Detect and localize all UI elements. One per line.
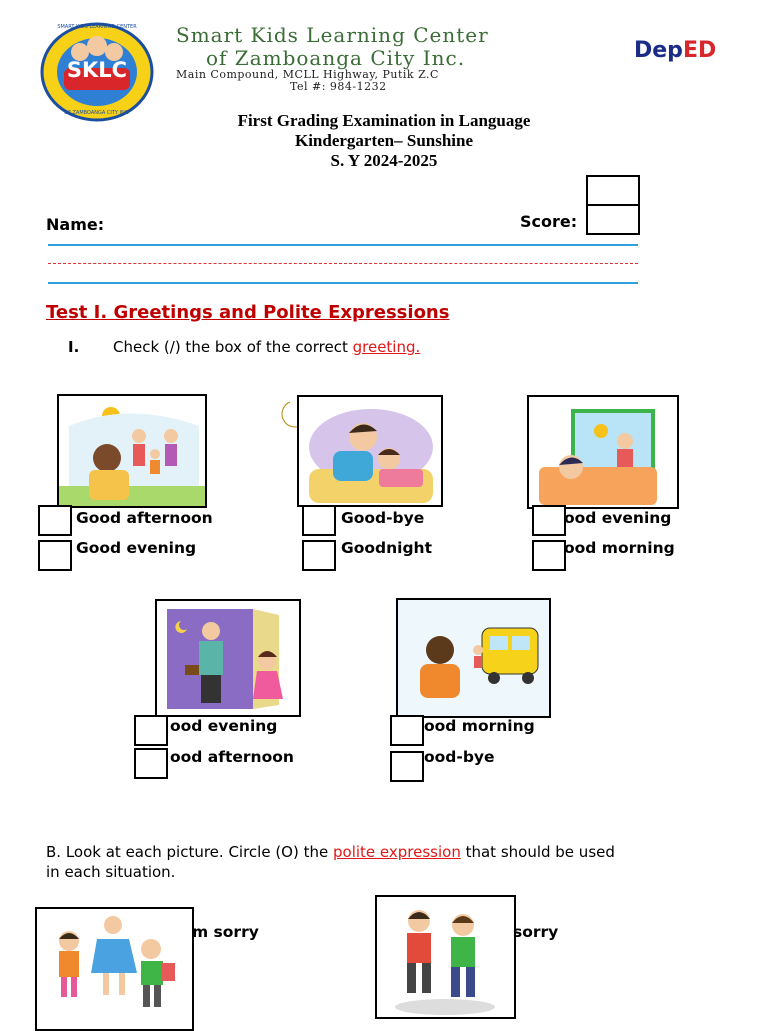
partB-instruction-line2: in each situation. [46, 863, 176, 881]
partB-instruction-keyword: polite expression [333, 843, 461, 861]
score-label: Score: [520, 212, 578, 231]
picture-child-bus [396, 598, 551, 718]
item2-option2: Goodnight [341, 539, 433, 557]
school-name-line1: Smart Kids Learning Center [176, 23, 489, 47]
checkbox-item3-option1[interactable] [532, 505, 566, 536]
checkbox-item3-option2[interactable] [532, 540, 566, 571]
logo-text: SKLC [66, 58, 128, 82]
school-name [176, 24, 489, 70]
partB-item1-option[interactable]: m sorry [192, 923, 259, 941]
checkbox-item4-option1[interactable] [134, 715, 168, 746]
picture-father-arriving [155, 599, 301, 717]
test1-instruction-text: Check (/) the box of the correct [113, 338, 353, 356]
item5-option1: ood morning [424, 717, 535, 735]
checkbox-item2-option2[interactable] [302, 540, 336, 571]
child-waking-window-icon [529, 397, 677, 507]
item2-option1: Good-bye [341, 509, 425, 527]
partB-instruction [46, 843, 615, 861]
deped-logo [634, 38, 716, 63]
picture-child-waking [527, 395, 679, 509]
item3-option2: ood morning [564, 539, 675, 557]
school-name-line2: of Zamboanga City Inc. [206, 46, 466, 70]
item5-option2: ood-bye [424, 748, 495, 766]
checkbox-item5-option2[interactable] [390, 751, 424, 782]
checkbox-item5-option1[interactable] [390, 715, 424, 746]
test1-instruction-keyword: greeting. [352, 338, 421, 356]
exam-title: First Grading Examination in Language [237, 111, 531, 130]
picture-family-morning [57, 394, 207, 508]
father-arriving-night-icon [157, 601, 299, 715]
item4-option2: ood afternoon [170, 748, 294, 766]
exam-grade: Kindergarten– Sunshine [294, 131, 474, 150]
item3-option1: ood evening [564, 509, 672, 527]
partB-item2-option[interactable]: sorry [513, 923, 559, 941]
logo-ring-top: SMART KIDS LEARNING CENTER [57, 24, 137, 30]
picture-parent-tucking [297, 395, 443, 507]
writing-line-top [48, 244, 638, 246]
logo-ring-bottom: OF ZAMBOANGA CITY INC. [64, 110, 130, 116]
test1-part-number: I. [68, 338, 80, 356]
score-box-bottom[interactable] [586, 204, 640, 235]
exam-school-year: S. Y 2024-2025 [330, 151, 438, 170]
item4-option1: ood evening [170, 717, 278, 735]
writing-line-middle [48, 263, 638, 264]
checkbox-item1-option2[interactable] [38, 540, 72, 571]
partB-instruction-text: B. Look at each picture. Circle (O) the [46, 843, 333, 861]
picture-children-bumping [35, 907, 194, 1031]
name-label: Name: [46, 215, 105, 234]
boys-pushing-icon [377, 897, 514, 1017]
checkbox-item4-option2[interactable] [134, 748, 168, 779]
deped-prefix: Dep [634, 38, 683, 63]
child-boarding-bus-icon [398, 600, 549, 716]
partB-instruction-suffix: that should be used [460, 843, 615, 861]
children-bumping-icon [37, 909, 192, 1029]
test1-heading: Test I. Greetings and Polite Expressions [46, 302, 450, 323]
school-tel: Tel #: 984-1232 [290, 80, 387, 93]
deped-suffix: ED [682, 38, 717, 63]
picture-boys-pushing [375, 895, 516, 1019]
item1-option2: Good evening [76, 539, 197, 557]
family-morning-sun-icon [59, 396, 205, 506]
checkbox-item1-option1[interactable] [38, 505, 72, 536]
writing-line-bottom [48, 282, 638, 284]
item1-option1: Good afternoon [76, 509, 213, 527]
score-box-top[interactable] [586, 175, 640, 206]
school-address: Main Compound, MCLL Highway, Putik Z.C [176, 68, 439, 81]
parent-tucking-child-icon [299, 397, 441, 505]
checkbox-item2-option1[interactable] [302, 505, 336, 536]
test1-instruction [113, 338, 420, 356]
